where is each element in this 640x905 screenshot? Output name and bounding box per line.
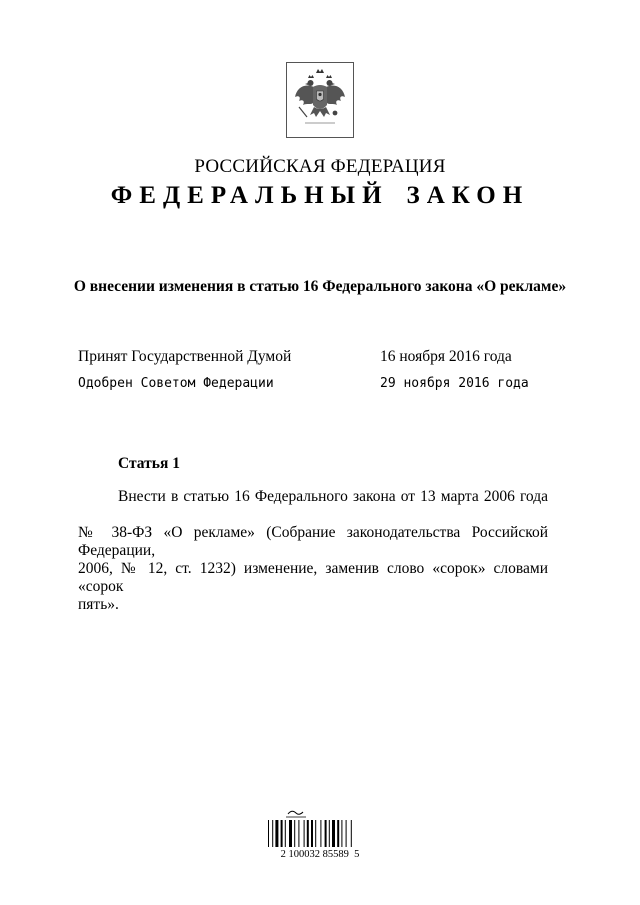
adoption-label: Принят Государственной Думой: [78, 348, 292, 365]
document-type-heading: [0, 182, 640, 210]
double-headed-eagle-emblem-icon: [287, 63, 353, 137]
article-text-line: 2006, № 12, ст. 1232) изменение, заменив слово «сорок» словами «сорок: [78, 560, 548, 595]
state-emblem: [286, 62, 354, 138]
article-text-line: Внести в статью 16 Федерального закона от 13 марта 2006 года: [118, 488, 548, 505]
adoption-date: 16 ноября 2016 года: [380, 348, 512, 365]
article-heading: Статья 1: [118, 455, 180, 472]
law-title: О внесении изменения в статью 16 Федерального закона «О рекламе»: [73, 278, 567, 295]
adoption-label: Одобрен Советом Федерации: [78, 376, 274, 391]
article-text-line: № 38-ФЗ «О рекламе» (Собрание законодательства Российской Федерации,: [78, 524, 548, 559]
law-type-word-2: ЗАКОН: [406, 182, 530, 209]
article-text-line: пять».: [78, 596, 119, 613]
barcode: [264, 808, 376, 860]
barcode-number: 2 100032 85589 5: [280, 849, 360, 860]
barcode-icon: [264, 808, 376, 848]
country-heading: РОССИЙСКАЯ ФЕДЕРАЦИЯ: [194, 156, 446, 177]
adoption-date: 29 ноября 2016 года: [380, 376, 529, 391]
law-type-word-1: ФЕДЕРАЛЬНЫЙ: [110, 182, 389, 209]
